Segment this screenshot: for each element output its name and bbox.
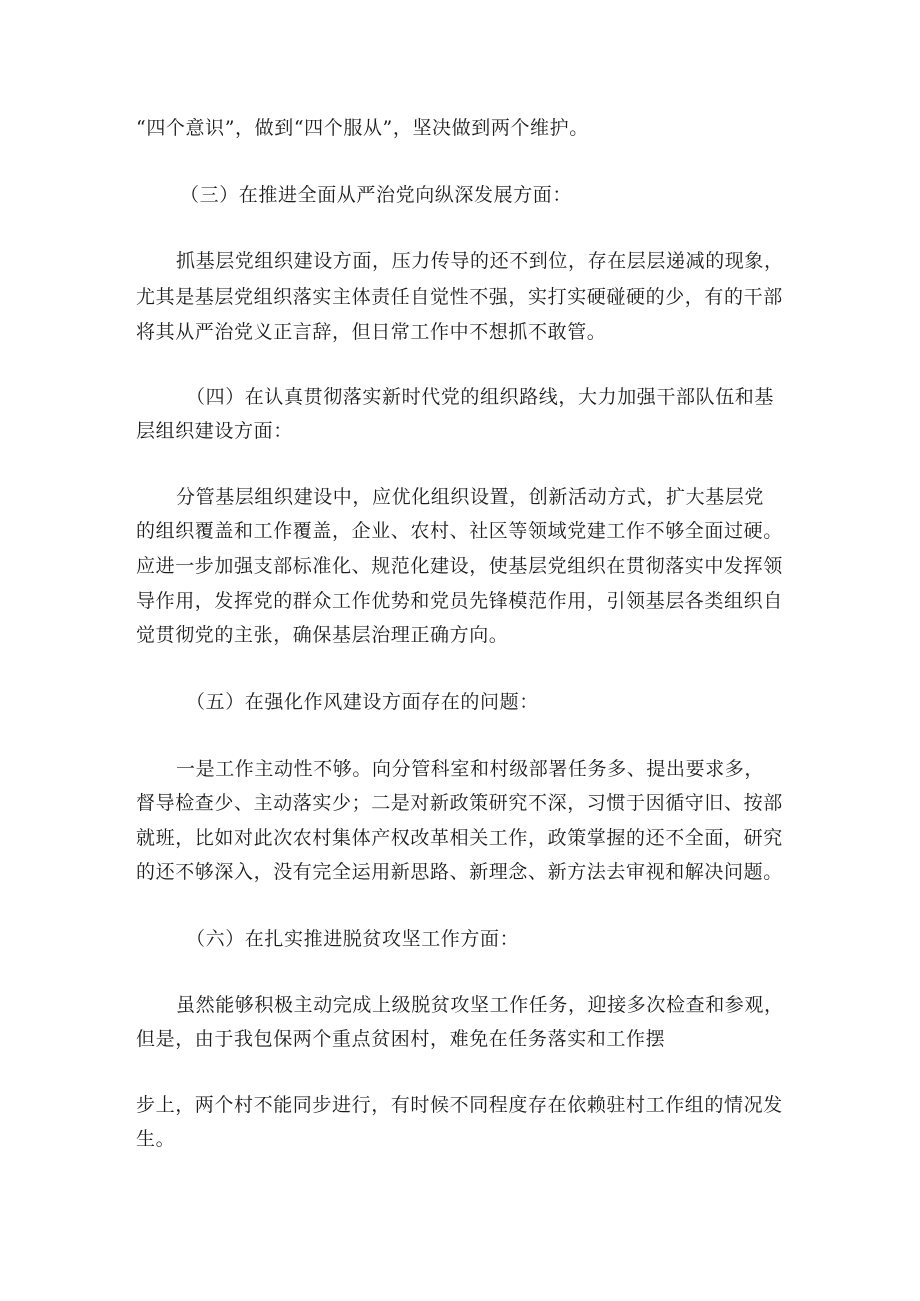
paragraph-line: 应进一步加强支部标准化、规范化建设，使基层党组织在贯彻落实中发挥领 (136, 555, 783, 577)
paragraph-line: 觉贯彻党的主张，确保基层治理正确方向。 (136, 624, 509, 646)
paragraph-line: 步上，两个村不能同步进行，有时候不同程度存在依赖驻村工作组的情况发 (136, 1094, 783, 1116)
paragraph-line: “四个意识”，做到“四个服从”，坚决做到两个维护。 (136, 117, 589, 139)
paragraph-line: 导作用，发挥党的群众工作优势和党员先锋模范作用，引领基层各类组织自 (136, 590, 783, 612)
paragraph-line: 生。 (136, 1128, 176, 1150)
paragraph-line: 就班，比如对此次农村集体产权改革相关工作，政策掌握的还不全面，研究 (136, 827, 783, 849)
paragraph-line: 督导检查少、主动落实少；二是对新政策研究不深，习惯于因循守旧、按部 (136, 792, 783, 814)
section-heading-4: （四）在认真贯彻落实新时代党的组织路线，大力加强干部队伍和基 (186, 386, 775, 408)
section-heading-4-cont: 层组织建设方面： (136, 420, 293, 442)
paragraph-line: 分管基层组织建设中，应优化组织设置，创新活动方式，扩大基层党 (176, 486, 765, 508)
section-heading-3: （三）在推进全面从严治党向纵深发展方面： (180, 184, 573, 206)
paragraph-line: 但是，由于我包保两个重点贫困村，难免在任务落实和工作摆 (136, 1028, 666, 1050)
section-heading-6: （六）在扎实推进脱贫攻坚工作方面： (186, 928, 520, 950)
paragraph-line: 将其从严治党义正言辞，但日常工作中不想抓不敢管。 (136, 321, 607, 343)
paragraph-line: 的组织覆盖和工作覆盖，企业、农村、社区等领域党建工作不够全面过硬。 (136, 520, 783, 542)
paragraph-line: 的还不够深入，没有完全运用新思路、新理念、新方法去审视和解决问题。 (136, 861, 783, 883)
paragraph-line: 抓基层党组织建设方面，压力传导的还不到位，存在层层递减的现象， (176, 250, 784, 272)
paragraph-line: 尤其是基层党组织落实主体责任自觉性不强，实打实硬碰硬的少，有的干部 (136, 286, 783, 308)
paragraph-line: 虽然能够积极主动完成上级脱贫攻坚工作任务，迎接多次检查和参观， (176, 994, 784, 1016)
section-heading-5: （五）在强化作风建设方面存在的问题： (186, 691, 539, 713)
paragraph-line: 一是工作主动性不够。向分管科室和村级部署任务多、提出要求多， (176, 758, 765, 780)
